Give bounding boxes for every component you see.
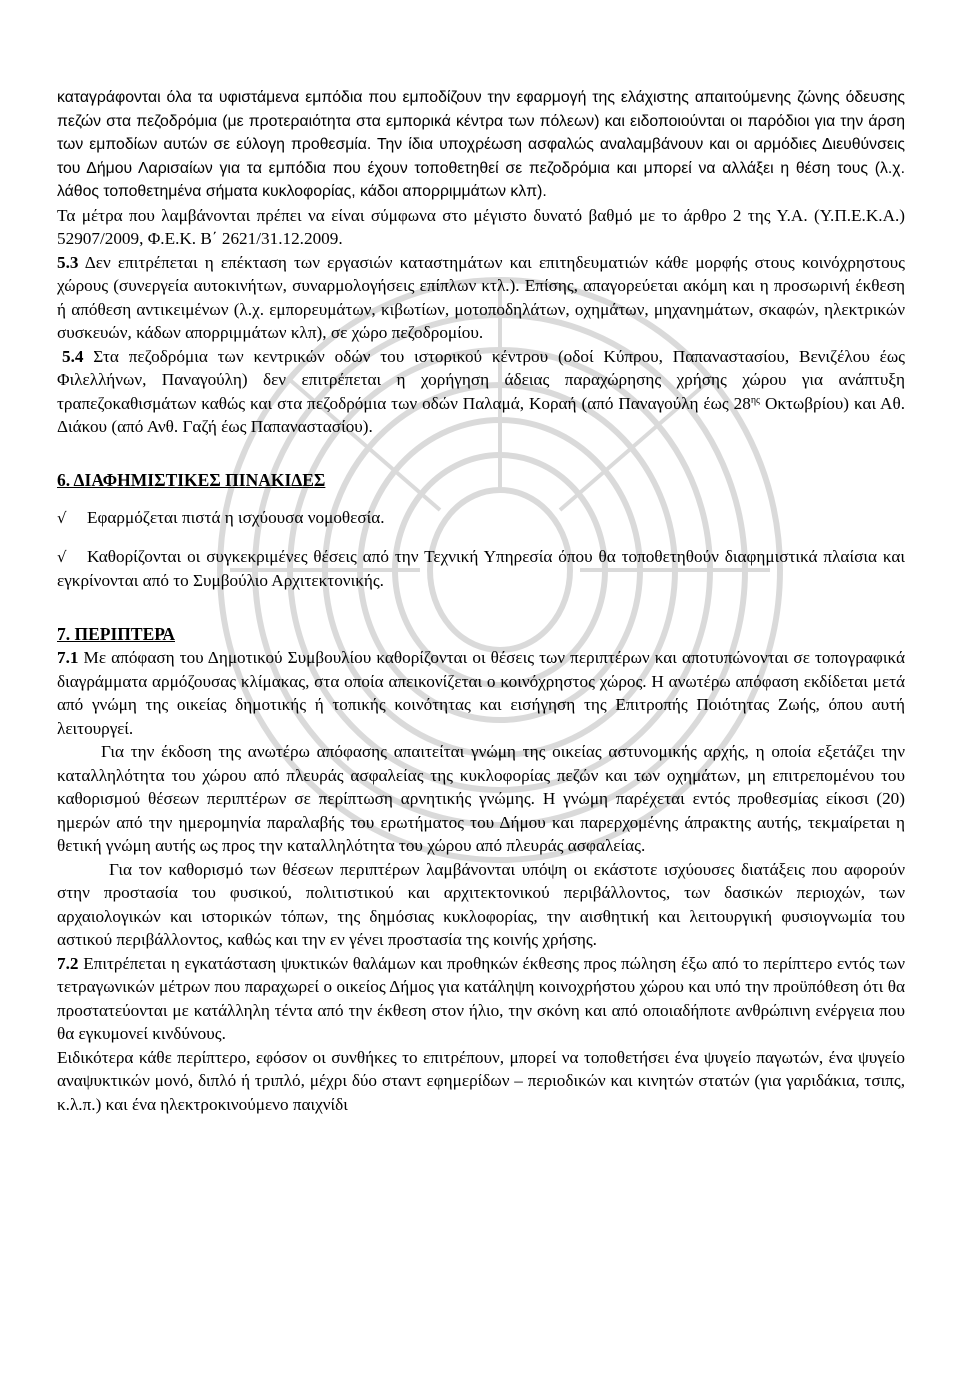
bullet-item: [57, 506, 905, 531]
section-number: 7.1: [57, 648, 79, 667]
document-body: [57, 86, 905, 1116]
paragraph-text: Επιτρέπεται η εγκατάσταση ψυκτικών θαλάμων και προθηκών έκθεσης προς πώληση έξω από το περίπτερο εντός των τετραγωνικών μέτρων που παραχωρεί ο οικείος Δήμος για κατάληψη κοινοχρήστου χώρου και υπό την προϋπόθεση ότι θα προστατεύονται με κατάλληλη τέντα από την έκθεση στον ήλιο, την σκόνη και από οποιαδήποτε ανθρώπινη ενέργεια που θα εγκυμονεί κινδύνους.: [57, 953, 905, 1043]
paragraph-text: Στα πεζοδρόμια των κεντρικών οδών του ιστορικού κέντρου (οδοί Κύπρου, Παπαναστασίου, Βενιζέλου έως Φιλελλήνων, Παναγούλη) δεν επιτρέπεται η χορήγηση άδειας παραχώρησης χρήσης χώρου για ανάπτυξη τραπεζοκαθισμάτων καθώς και στα πεζοδρόμια των οδών Παλαμά, Κοραή (από Παναγούλη έως 28: [57, 346, 905, 413]
bullet-text: Καθορίζονται οι συγκεκριμένες θέσεις από την Τεχνική Υπηρεσία όπου θα τοποθετηθούν διαφημιστικά πλαίσια και εγκρίνονται από το Συμβούλιο Αρχιτεκτονικής.: [57, 546, 905, 590]
paragraph-5-3: [57, 251, 905, 345]
checkmark-icon: √: [57, 509, 67, 527]
section-7-heading: 7. ΠΕΡΙΠΤΕΡΑ: [57, 623, 175, 644]
paragraph-police-opinion: Για την έκδοση της ανωτέρω απόφασης απαιτείται γνώμη της οικείας αστυνομικής αρχής, η οποία εξετάζει την καταλληλότητα του χώρου από πλευράς ασφαλείας της κυκλοφορίας πεζών και των οχημάτων, μη επιτρεπομένου του καθορισμού θέσεων περιπτέρων σε περίπτωση αρνητικής γνώμης. Η γνώμη παρέχεται εντός προθεσμίας είκοσι (20) ημερών από την ημερομηνία παραλαβής του ερωτήματος του Δήμου και παρερχομένης άπρακτης αυτής, τεκμαίρεται η θετική γνώμη αυτής ως προς την καταλληλότητα του χώρου από πλευράς ασφαλείας.: [57, 742, 905, 855]
section-6-heading: 6. ΔΙΑΦΗΜΙΣΤΙΚΕΣ ΠΙΝΑΚΙΔΕΣ: [57, 469, 326, 490]
bullet-item: [57, 545, 905, 593]
bullet-text: Εφαρμόζεται πιστά η ισχύουσα νομοθεσία.: [87, 508, 385, 527]
paragraph-5-4: [57, 345, 905, 439]
section-number: 5.4: [62, 346, 84, 366]
section-number: 5.3: [57, 252, 79, 272]
paragraph-7-2: [57, 952, 905, 1046]
paragraph-text: Δεν επιτρέπεται η επέκταση των εργασιών καταστημάτων και επιτηδευματιών κάθε μορφής στους κοινόχρηστους χώρους (συνεργεία αυτοκινήτων, συναρμολογήσεις επίπλων κτλ.). Επίσης, απαγορεύεται ακόμη και η προσωρινή έκθεση ή απόθεση αντικειμένων (λ.χ. εμπορευμάτων, κιβωτίων, μοτοποδηλάτων, οχημάτων, μηχανημάτων, σκαφών, ηλεκτρικών συσκευών, κάδων απορριμμάτων κλπ), σε χώρο πεζοδρομίου.: [57, 252, 905, 342]
paragraph-7-1: [57, 646, 905, 740]
paragraph-obstacles: καταγράφονται όλα τα υφιστάμενα εμπόδια που εμποδίζουν την εφαρμογή της ελάχιστης απαιτούμενης ζώνης όδευσης πεζών στα πεζοδρόμια (με προτεραιότητα στα εμπορικά κέντρα των πόλεων) και ειδοποιούνται οι παρόδιοι για την άρση των εμποδίων αυτών σε εύλογη προθεσμία. Την ίδια υποχρέωση ασφαλώς αναλαμβάνουν και οι αρμόδιες Διευθύνσεις του Δήμου Λαρισαίων για τα εμπόδια που έχουν τοποθετηθεί σε πεζοδρόμια και μπορεί να αλλάξει η θέση τους (λ.χ. λάθος τοποθετημένα σήματα κυκλοφορίας, κάδοι απορριμμάτων κλπ).: [57, 89, 905, 200]
paragraph-text: Με απόφαση του Δημοτικού Συμβουλίου καθορίζονται οι θέσεις των περιπτέρων και αποτυπώνονται σε τοπογραφικά διαγράμματα αρμόζουσας κλίμακας, στα οποία απεικονίζεται ο κοινόχρηστος χώρος. Η ανωτέρω απόφαση εκδίδεται μετά από γνώμη της οικείας δημοτικής ή τοπικής κοινότητας και εισήγηση της Επιτροπής Ποιότητας Ζωής, όπου αυτή λειτουργεί.: [57, 648, 905, 738]
section-number: 7.2: [57, 953, 79, 973]
paragraph-kiosk-positions: Για τον καθορισμό των θέσεων περιπτέρων λαμβάνονται υπόψη οι εκάστοτε ισχύουσες διατάξεις που αφορούν στην προστασία του φυσικού, πολιτιστικού και αρχιτεκτονικού περιβάλλοντος, των δασικών περιοχών, των αρχαιολογικών και ιστορικών τόπων, της δημόσιας κυκλοφορίας, την αισθητική και λειτουργική φυσιογνωμία του αστικού περιβάλλοντος, καθώς και την εν γένει προστασία της κοινής χρήσης.: [57, 859, 905, 949]
ordinal-suffix: ης: [750, 394, 761, 406]
checkmark-icon: √: [57, 547, 67, 566]
paragraph-text: Οκτωβρίου) και Αθ. Διάκου (από Ανθ. Γαζή έως Παπαναστασίου).: [57, 393, 905, 436]
paragraph-measures: Τα μέτρα που λαμβάνονται πρέπει να είναι σύμφωνα στο μέγιστο δυνατό βαθμό με το άρθρο 2 της Υ.Α. (Υ.Π.Ε.Κ.Α.) 52907/2009, Φ.Ε.Κ. Β΄ 2621/31.12.2009.: [57, 205, 905, 248]
paragraph-kiosk-equipment: Ειδικότερα κάθε περίπτερο, εφόσον οι συνθήκες το επιτρέπουν, μπορεί να τοποθετήσει ένα ψυγείο παγωτών, ένα ψυγείο αναψυκτικών μονό, διπλό ή τριπλό, μέχρι δύο σταντ εφημερίδων – περιοδικών και κινητών στατών (για γαριδάκια, τσιπς, κ.λ.π.) και ένα ηλεκτροκινούμενο παιχνίδι: [57, 1047, 905, 1114]
